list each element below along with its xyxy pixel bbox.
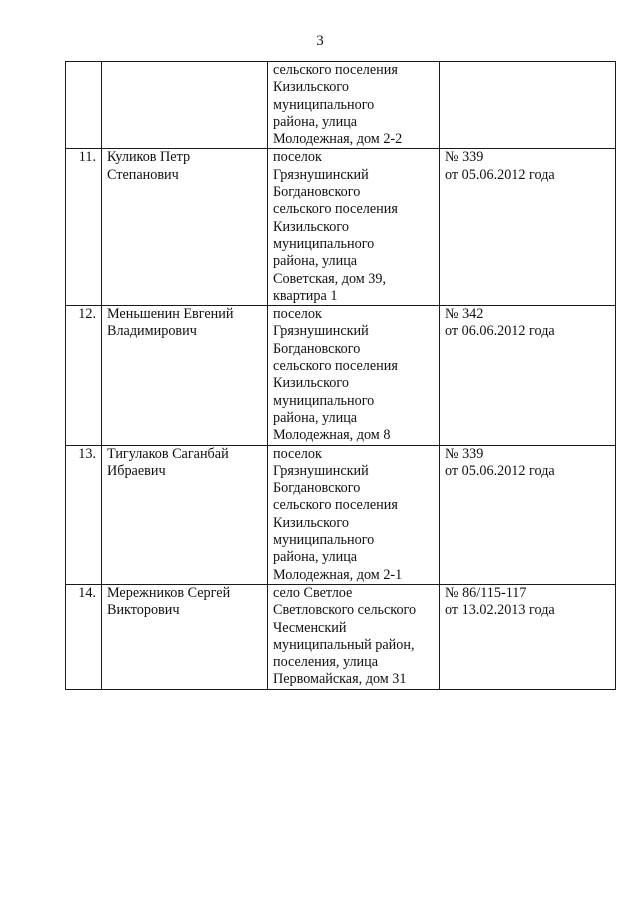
owner-name-cell	[102, 149, 268, 306]
property-address-line: района, улица	[273, 113, 358, 130]
decision-document-line: от 13.02.2013 года	[445, 602, 555, 619]
decision-document-line: № 339	[445, 149, 484, 166]
property-address-cell	[268, 306, 440, 445]
owner-name-cell	[102, 445, 268, 584]
table-row	[66, 445, 616, 584]
owner-name-line: Владимирович	[107, 323, 197, 340]
owner-name-cell	[102, 62, 268, 149]
property-address-line: квартира 1	[273, 287, 338, 304]
owner-name-line: Степанович	[107, 166, 179, 183]
owner-name-line: Ибраевич	[107, 462, 166, 479]
property-address-line: района, улица	[273, 409, 358, 426]
owner-name-line: Тигулаков Саганбай	[107, 445, 229, 462]
registry-table	[65, 61, 616, 690]
decision-document-line: от 05.06.2012 года	[445, 462, 555, 479]
property-address-line: муниципальный район,	[273, 636, 415, 653]
property-address-line: поселок	[273, 445, 322, 462]
decision-document-line: № 342	[445, 306, 484, 323]
property-address-line: поселок	[273, 306, 322, 323]
decision-document-cell	[440, 149, 616, 306]
decision-document-cell	[440, 445, 616, 584]
property-address-line: поселения, улица	[273, 654, 379, 671]
property-address-line: село Светлое	[273, 584, 353, 601]
row-number-cell	[66, 445, 102, 584]
property-address-line: Грязнушинский	[273, 323, 369, 340]
property-address-line: Богдановского	[273, 480, 361, 497]
row-number: 12.	[78, 306, 96, 323]
property-address-line: Первомайская, дом 31	[273, 671, 407, 688]
property-address-line: района, улица	[273, 549, 358, 566]
table-row	[66, 584, 616, 689]
table-row	[66, 306, 616, 445]
property-address-line: района, улица	[273, 253, 358, 270]
property-address-line: сельского поселения	[273, 201, 398, 218]
owner-name-line: Викторович	[107, 602, 180, 619]
property-address-line: Светловского сельского	[273, 602, 417, 619]
property-address-line: Грязнушинский	[273, 166, 369, 183]
decision-document-line: № 339	[445, 445, 484, 462]
row-number: 14.	[78, 584, 96, 601]
property-address-cell	[268, 62, 440, 149]
page-number: 3	[316, 33, 324, 49]
property-address-line: Богдановского	[273, 184, 361, 201]
property-address-cell	[268, 445, 440, 584]
property-address-line: Молодежная, дом 8	[273, 427, 391, 444]
property-address-line: Молодежная, дом 2-1	[273, 566, 403, 583]
decision-document-cell	[440, 584, 616, 689]
property-address-line: муниципального	[273, 235, 375, 252]
property-address-line: Чесменский	[273, 619, 347, 636]
decision-document-line: от 06.06.2012 года	[445, 323, 555, 340]
decision-document-line: от 05.06.2012 года	[445, 166, 555, 183]
property-address-line: Кизильского	[273, 218, 349, 235]
property-address-line: Грязнушинский	[273, 462, 369, 479]
property-address-line: муниципального	[273, 392, 375, 409]
owner-name-line: Мережников Сергей	[107, 584, 231, 601]
property-address-line: муниципального	[273, 532, 375, 549]
property-address-line: сельского поселения	[273, 62, 398, 78]
property-address-cell	[268, 584, 440, 689]
decision-document-cell	[440, 306, 616, 445]
property-address-line: муниципального	[273, 96, 375, 113]
row-number-cell	[66, 584, 102, 689]
row-number: 11.	[78, 149, 96, 166]
property-address-line: Богдановского	[273, 340, 361, 357]
table-row	[66, 149, 616, 306]
row-number-cell	[66, 62, 102, 149]
property-address-line: Молодежная, дом 2-2	[273, 131, 403, 148]
owner-name-cell	[102, 306, 268, 445]
owner-name-cell	[102, 584, 268, 689]
row-number-cell	[66, 306, 102, 445]
property-address-line: сельского поселения	[273, 358, 398, 375]
registry-table-body	[66, 62, 616, 690]
property-address-line: Кизильского	[273, 375, 349, 392]
owner-name-line: Меньшенин Евгений	[107, 306, 234, 323]
row-number-cell	[66, 149, 102, 306]
table-row	[66, 62, 616, 149]
owner-name-line: Куликов Петр	[107, 149, 191, 166]
property-address-line: Кизильского	[273, 79, 349, 96]
row-number: 13.	[78, 445, 96, 462]
property-address-cell	[268, 149, 440, 306]
decision-document-line: № 86/115-117	[445, 584, 527, 601]
decision-document-cell	[440, 62, 616, 149]
property-address-line: поселок	[273, 149, 322, 166]
property-address-line: Кизильского	[273, 514, 349, 531]
property-address-line: сельского поселения	[273, 497, 398, 514]
property-address-line: Советская, дом 39,	[273, 270, 387, 287]
